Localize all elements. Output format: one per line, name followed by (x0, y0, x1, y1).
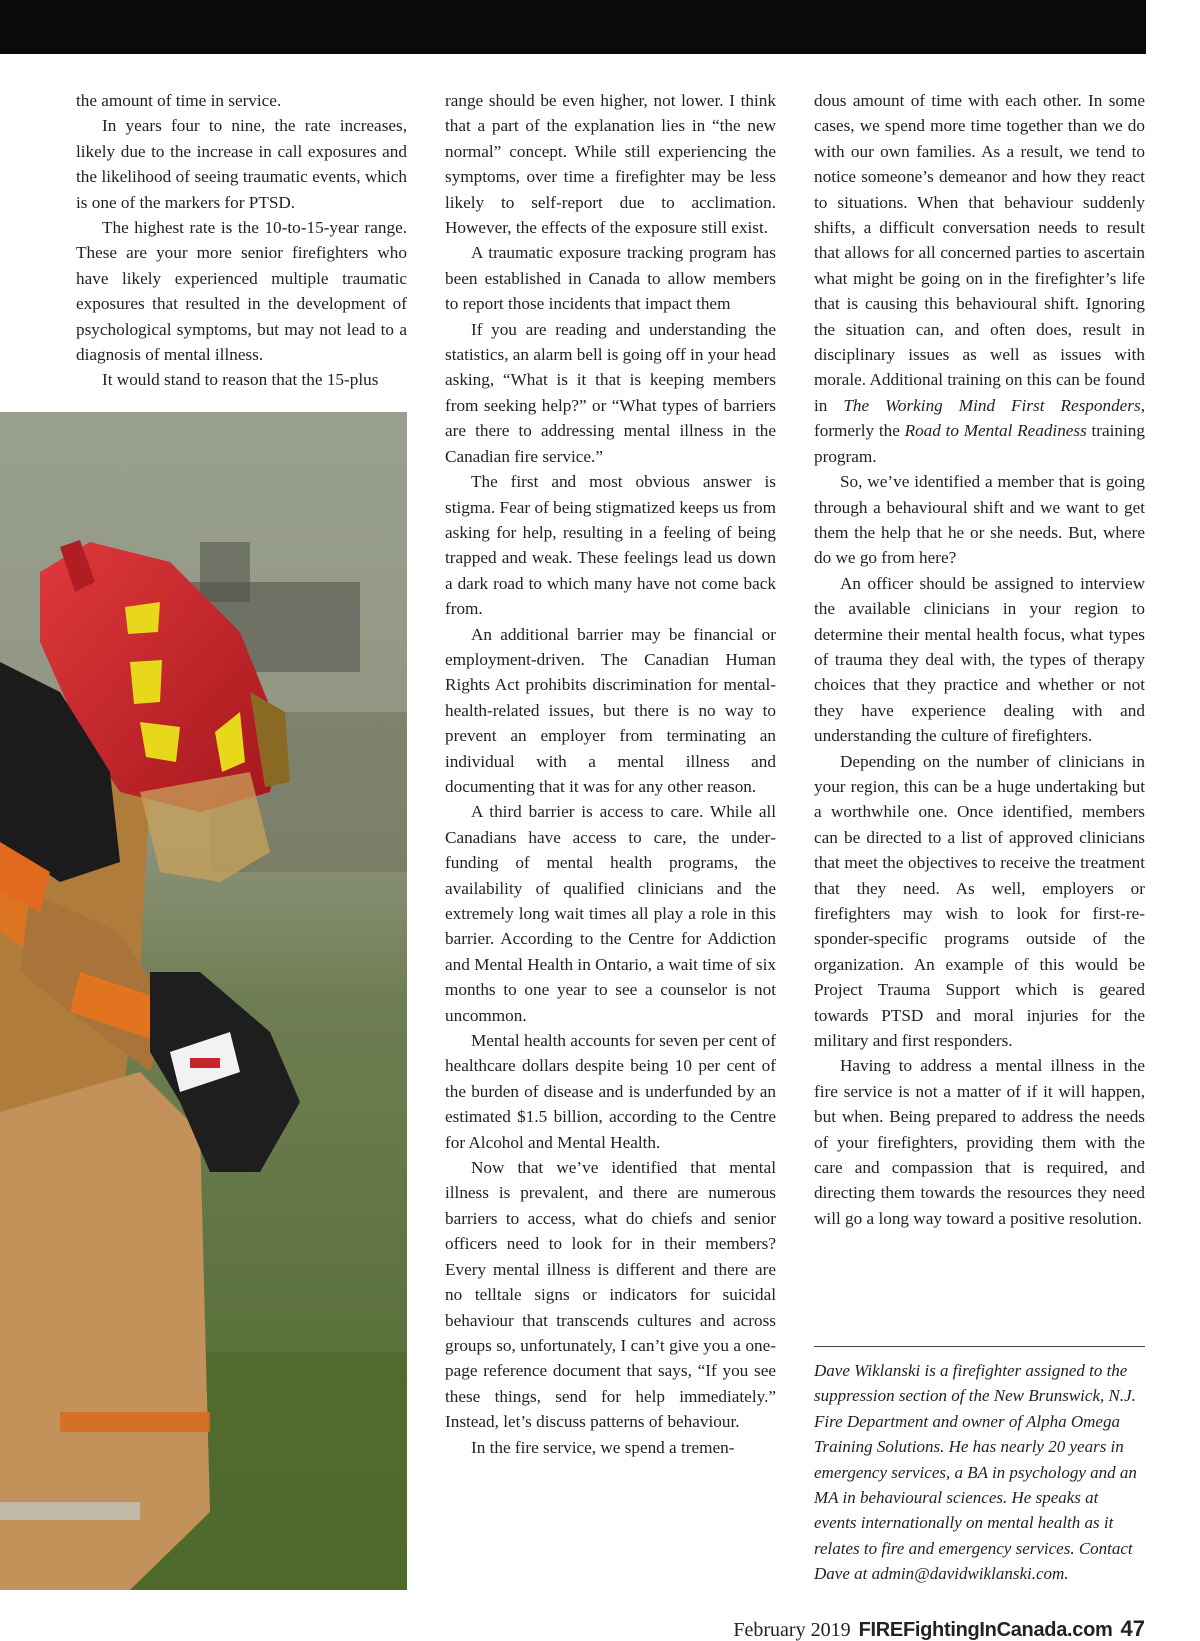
bio-divider (814, 1346, 1145, 1347)
firefighter-photo (0, 412, 407, 1590)
article-column-3 (814, 88, 1145, 1231)
article-column-1 (76, 88, 407, 393)
paragraph: A traumatic exposure tracking program has been established in Canada to allow members to report those incidents that impact them (445, 243, 776, 314)
page-footer (0, 1618, 1145, 1640)
paragraph: Now that we’ve identified that mental illness is prevalent, and there are numerous barriers to access, what do chiefs and senior officers need to look for in their members? Every mental illness is different and there are no telltale signs or indicators for suicidal behaviour that transcends cultures and across groups so, unfortunately, I can’t give you a one-page reference document that says, “If you see these things, send for help immediately.” Instead, let’s discuss patterns of behaviour. (445, 1158, 776, 1432)
paragraph: The first and most obvious answer is stigma. Fear of being stigmatized keeps us from asking for help, resulting in a feeling of being trapped and weak. These feelings lead us down a dark road to which many have not come back from. (445, 472, 776, 619)
paragraph (814, 88, 1145, 469)
paragraph: range should be even higher, not lower. I think that a part of the explanation lies in “the new normal” concept. While still experiencing the symptoms, over time a firefighter may be less likely to self-report due to acclimation. However, the effects of the exposure still exist. (445, 91, 776, 238)
text-run: training program. (814, 421, 1145, 466)
article-column-2 (445, 88, 776, 1460)
issue-date: February 2019 (733, 1619, 851, 1641)
paragraph: In years four to nine, the rate increases, likely due to the increase in call exposures and the likelihood of seeing traumatic events, which is one of the markers for PTSD. (76, 116, 407, 212)
paragraph: An officer should be assigned to interview the available clinicians in your region to determine their mental health focus, what types of trauma they deal with, the types of therapy choices that they practice and whether or not they have experience dealing with and understanding the culture of firefighters. (814, 573, 1145, 746)
paragraph: An additional barrier may be financial or employment-driven. The Canadian Human Rights Act prohibits discrimination for mental-health-related issues, but there is no way to prevent an employer from terminating an individual with a mental illness and documenting that it was for any other reason. (445, 624, 776, 796)
paragraph: Depending on the number of clinicians in your region, this can be a huge undertaking but a worthwhile one. Once identified, members can be directed to a list of approved clinicians that meet the objectives to receive the treatment that they need. As well, employers or firefighters may wish to look for first-responder-specific programs outside of the organization. An example of this would be Project Trauma Support which is geared towards PTSD and moral injuries for the military and first responders. (814, 751, 1145, 1051)
site-name: FIREFightingInCanada.com (858, 1619, 1113, 1641)
program-title: Road to Mental Readiness (904, 421, 1087, 441)
paragraph: It would stand to reason that the 15-plus (102, 370, 379, 390)
header-bar (0, 0, 1146, 54)
text-run: dous amount of time with each other. In some cases, we spend more time together than we do with our own families. As a result, we tend to notice someone’s demeanor and how they react to situations. When that behaviour suddenly shifts, a difficult conversation needs to result that allows for all concerned parties to ascertain what might be going on in the firefighter’s life that is causing this behavioural shift. Ignoring the situation can, and often does, result in disciplinary issues as well as issues with morale. Additional training on this can be found in (814, 91, 1145, 415)
paragraph: A third barrier is access to care. While all Canadians have access to care, the underfunding of mental health programs, the availability of qualified clinicians and the extremely long wait times all play a role in this barrier. According to the Centre for Addiction and Mental Health in Ontario, a wait time of six months to one year to see a counselor is not uncommon. (445, 802, 776, 1025)
page-number: 47 (1120, 1616, 1145, 1641)
text-run: , formerly the (814, 395, 1145, 441)
paragraph: Mental health accounts for seven per cent of healthcare dollars despite being 10 per cent of the burden of disease and is underfunded by an estimated $1.5 billion, according to the Centre for Alcohol and Mental Health. (445, 1031, 776, 1152)
paragraph: the amount of time in service. (76, 91, 282, 110)
author-bio: Dave Wiklanski is a firefighter assigned to the suppression section of the New Brunswick, N.J. Fire Department and owner of Alpha Omega Training Solutions. He has nearly 20 years in emergency services, a BA in psychology and an MA in behavioural sciences. He speaks at events internationally on mental health as it relates to fire and emergency services. Contact Dave at admin@davidwiklanski.com. (814, 1361, 1137, 1584)
paragraph: The highest rate is the 10-to-15-year range. These are your more senior firefighters who have likely experienced multiple traumatic exposures that resulted in the development of psychological symptoms, but may not lead to a diagnosis of mental illness. (76, 218, 407, 365)
paragraph: Having to address a mental illness in the fire service is not a matter of if it will happen, but when. Being prepared to address the needs of your firefighters, providing them with the care and compassion that is required, and directing them towards the resources they need will go a long way toward a positive resolution. (814, 1056, 1145, 1228)
paragraph: If you are reading and understanding the statistics, an alarm bell is going off in your head asking, “What is it that is keeping members from seeking help?” or “What types of barriers are there to addressing mental illness in the Canadian fire service.” (445, 319, 776, 466)
paragraph: So, we’ve identified a member that is going through a behavioural shift and we want to get them the help that he or she needs. But, where do we go from here? (814, 472, 1145, 568)
paragraph: In the fire service, we spend a tremen- (471, 1437, 735, 1457)
program-title: The Working Mind First Responders (843, 395, 1141, 415)
